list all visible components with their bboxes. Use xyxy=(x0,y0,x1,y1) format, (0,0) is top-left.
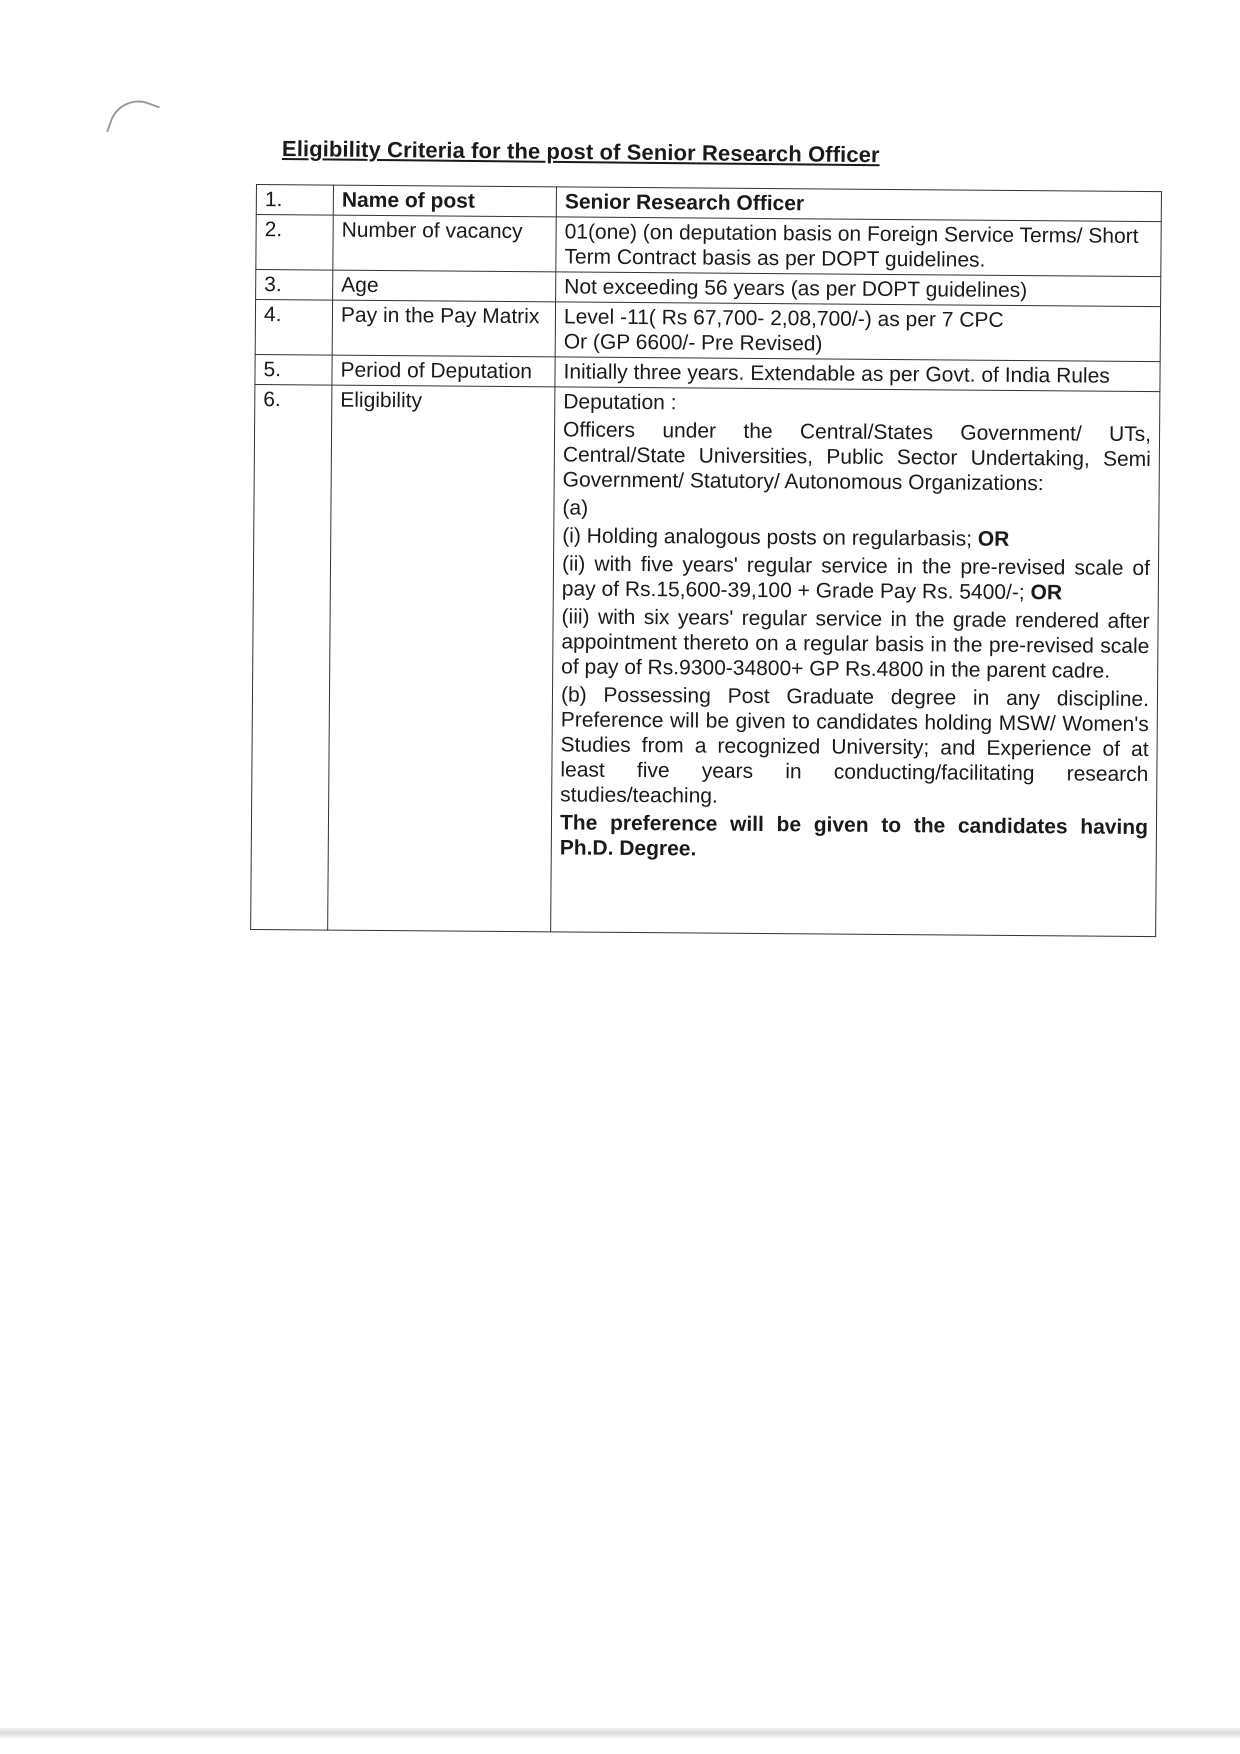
eligibility-intro: Officers under the Central/States Government/ UTs, Central/State Universities, Public Sector Undertaking, Semi Government/ Statutory/ Autonomous Organizations: xyxy=(562,418,1152,496)
row-label: Eligibility xyxy=(328,385,555,932)
item-i xyxy=(562,523,1150,553)
row-value: 01(one) (on deputation basis on Foreign Service Terms/ Short Term Contract basis as per DOPT guidelines. xyxy=(556,217,1161,277)
part-b: (b) Possessing Post Graduate degree in any discipline. Preference will be given to candidates holding MSW/ Women's Studies from a recognized University; and Experience of at least five years in conducting/facilitating research studies/teaching. xyxy=(560,683,1150,808)
preference-note: The preference will be given to the candidates having Ph.D. Degree. xyxy=(559,811,1149,861)
row-number: 5. xyxy=(255,354,332,385)
table-row xyxy=(251,384,1160,936)
row-number: 2. xyxy=(256,215,333,271)
row-label: Age xyxy=(333,270,556,302)
row-number: 3. xyxy=(256,270,333,301)
item-ii xyxy=(562,551,1150,606)
pay-level-line: Level -11( Rs 67,700- 2,08,700/-) as per 7 CPC xyxy=(563,305,1004,332)
item-ii-text: (ii) with five years' regular service in the pre-revised scale of pay of Rs.15,600-39,100 + Grade Pay Rs. 5400/-; xyxy=(561,552,1151,605)
row-number: 6. xyxy=(251,384,332,930)
row-label: Number of vacancy xyxy=(333,215,556,272)
row-label: Period of Deputation xyxy=(332,355,555,387)
row-value: Initially three years. Extendable as per Govt. of India Rules xyxy=(555,357,1160,392)
eligibility-table xyxy=(250,184,1162,937)
pay-grade-line: Or (GP 6600/- Pre Revised) xyxy=(563,330,823,356)
row-label: Name of post xyxy=(333,185,556,217)
eligibility-details xyxy=(551,387,1160,937)
or-marker: OR xyxy=(1030,581,1063,605)
row-value: Not exceeding 56 years (as per DOPT guidelines) xyxy=(556,272,1161,307)
scan-bottom-edge xyxy=(0,1728,1240,1738)
table-row xyxy=(255,300,1160,362)
row-number: 4. xyxy=(255,300,332,356)
row-number: 1. xyxy=(256,185,333,216)
deputation-heading: Deputation : xyxy=(563,390,677,415)
part-a-label: (a) xyxy=(562,496,589,520)
document-title: Eligibility Criteria for the post of Senior Research Officer xyxy=(281,136,880,168)
item-i-text: (i) Holding analogous posts on regularbasis; xyxy=(562,524,973,551)
row-value: Senior Research Officer xyxy=(556,187,1161,222)
row-value xyxy=(555,302,1160,362)
item-iii: (iii) with six years' regular service in the grade rendered after appointment thereto on a regular basis in the pre-revised scale of pay of Rs.9300-34800+ GP Rs.4800 in the parent cadre. xyxy=(561,605,1150,683)
scan-artifact-curve xyxy=(106,92,160,146)
or-marker: OR xyxy=(977,527,1010,551)
table-row xyxy=(256,215,1161,277)
row-label: Pay in the Pay Matrix xyxy=(332,300,555,357)
